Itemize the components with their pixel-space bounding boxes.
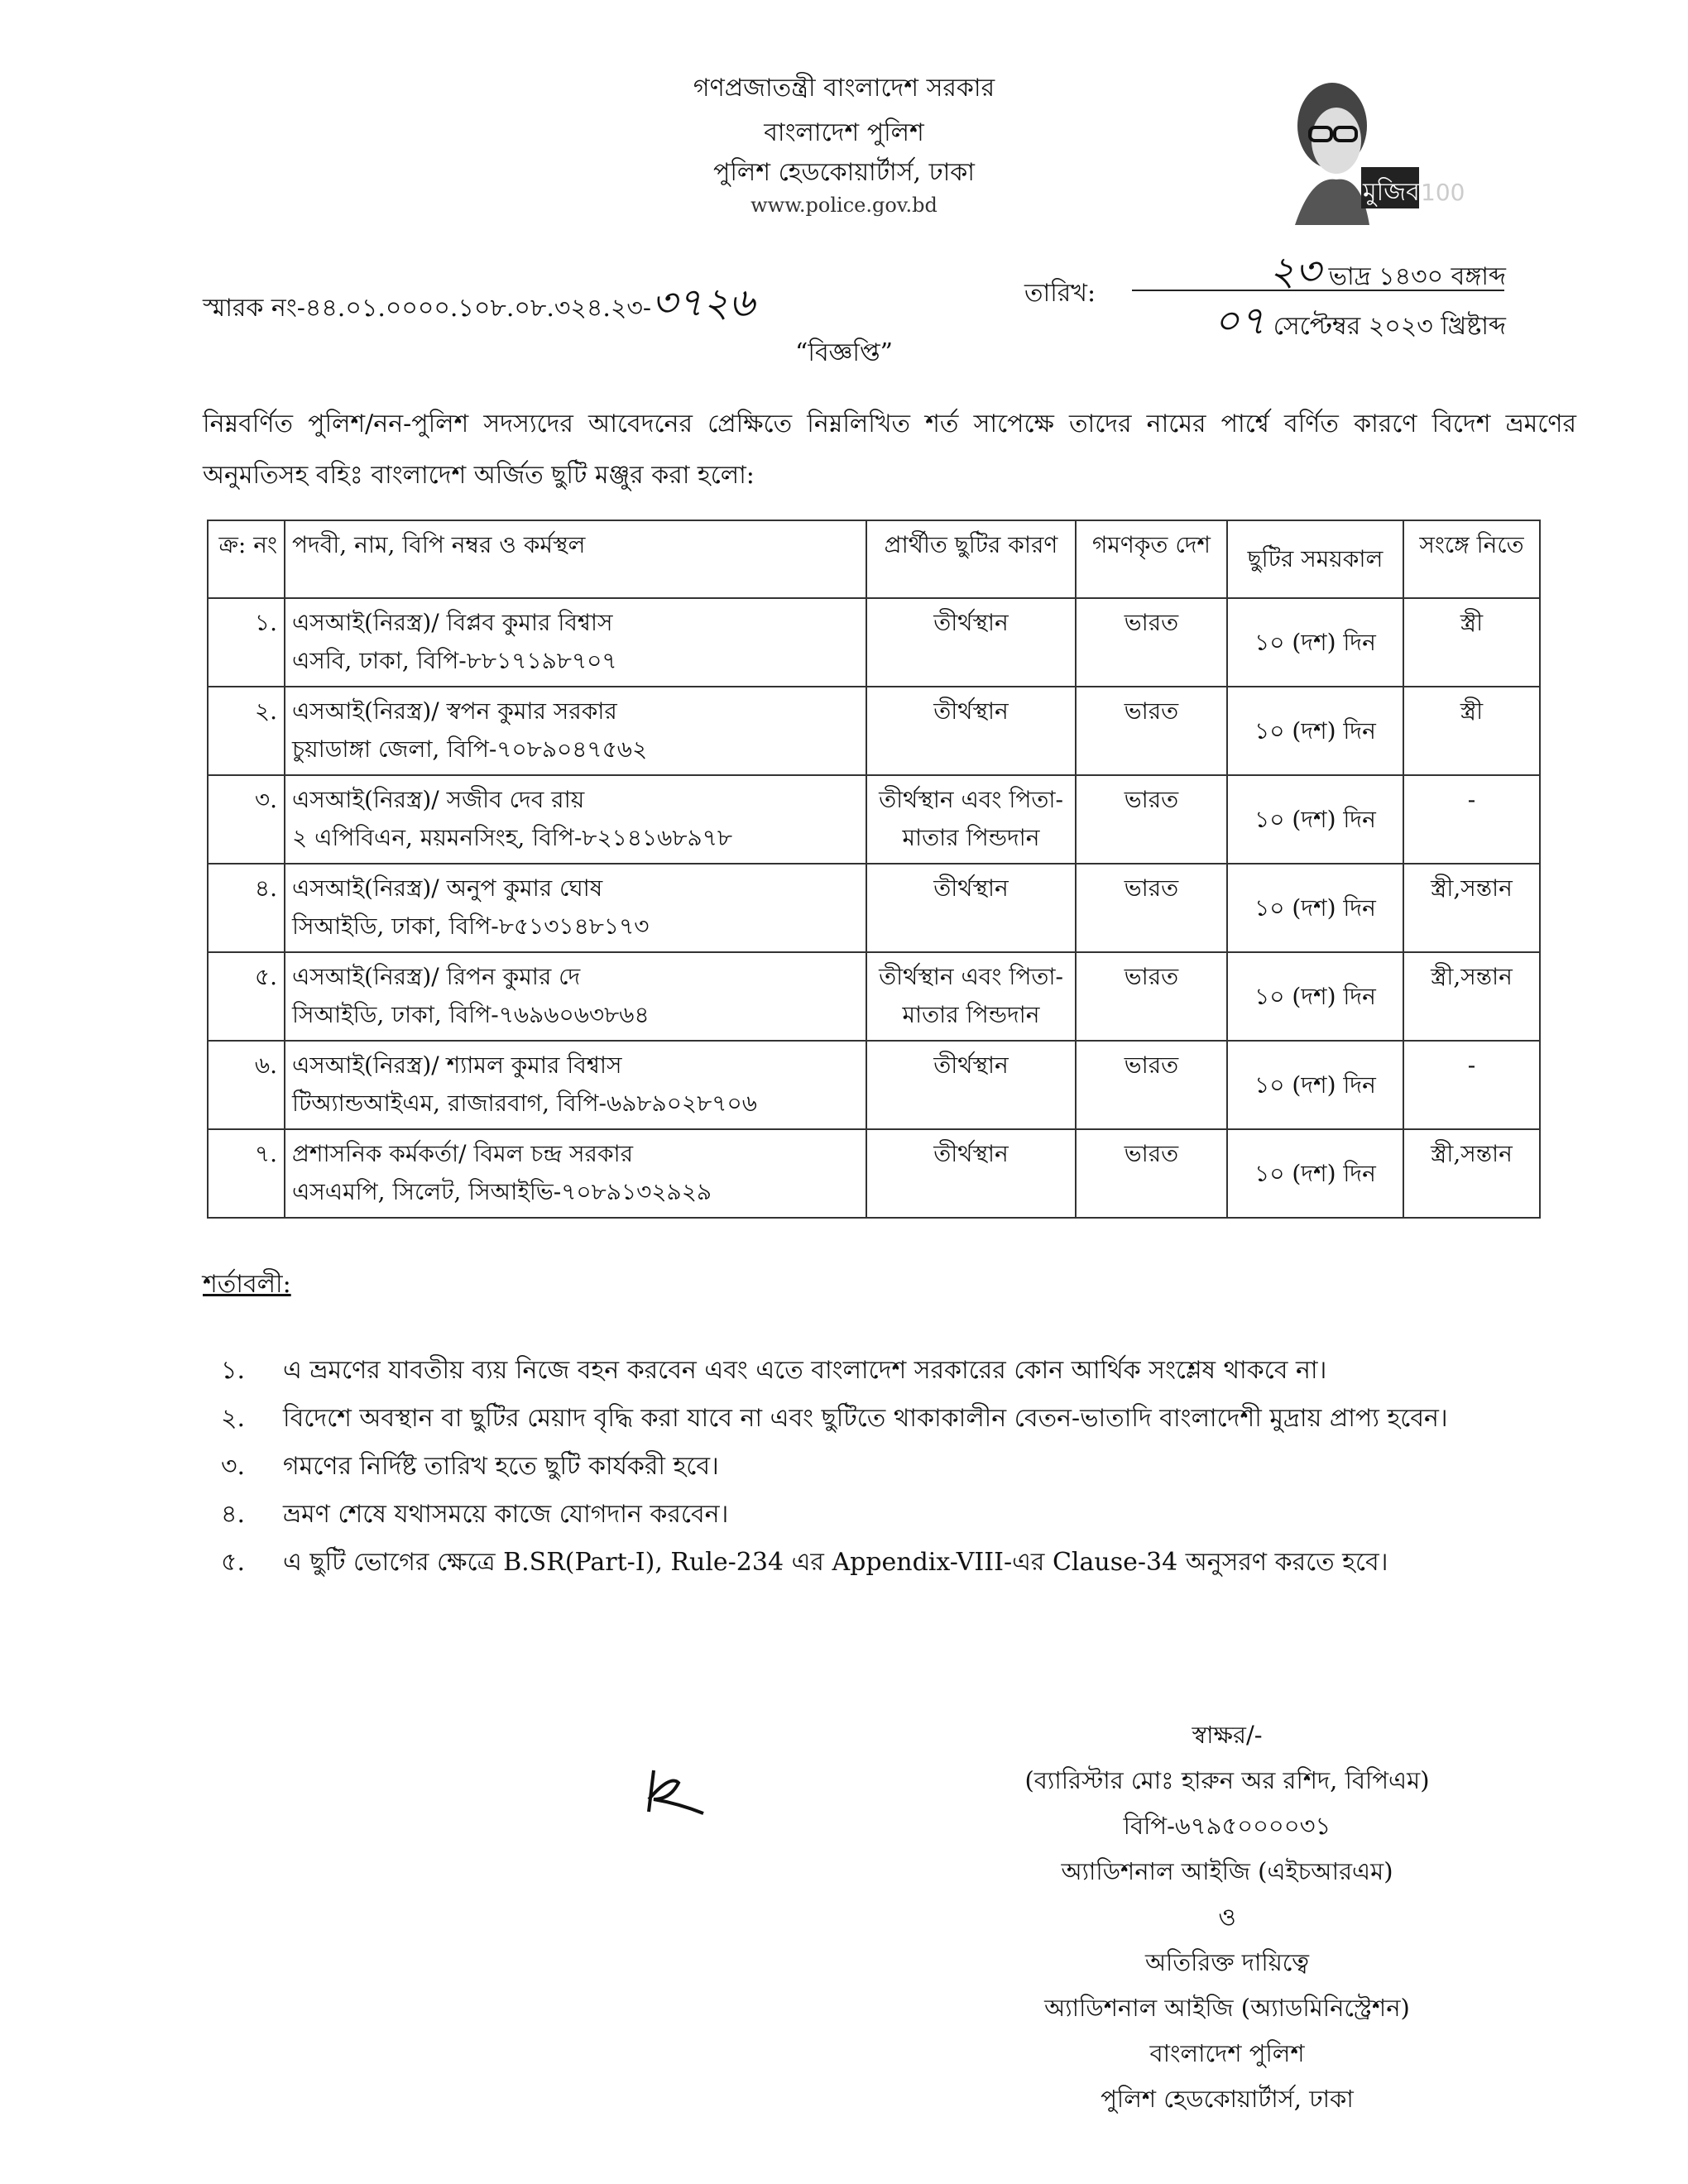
country-cell: ভারত <box>1076 775 1227 864</box>
reason-cell: তীর্থস্থান <box>866 598 1076 687</box>
serial-cell: ৭. <box>208 1129 285 1218</box>
designation-name: এসআই(নিরস্ত্র)/ স্বপন কুমার সরকার <box>292 697 617 725</box>
serial-cell: ৬. <box>208 1041 285 1129</box>
condition-text: এ ছুটি ভোগের ক্ষেত্রে B.SR(Part-I), Rule-234 এর Appendix-VIII-এর Clause-34 অনুসরণ করতে হবে। <box>283 1548 1388 1577</box>
serial-cell: ৫. <box>208 952 285 1041</box>
table-header-row <box>208 520 1540 598</box>
condition-text: ভ্রমণ শেষে যথাসময়ে কাজে যোগদান করবেন। <box>283 1500 729 1529</box>
intro-paragraph: নিম্নবর্ণিত পুলিশ/নন-পুলিশ সদস্যদের আবেদনের প্রেক্ষিতে নিম্নলিখিত শর্ত সাপেক্ষে তাদের নামের পার্শ্বে বর্ণিত কারণে বিদেশ ভ্রমণের অনুমতিসহ বহিঃ বাংলাদেশ অর্জিত ছুটি মঞ্জুর করা হলো: <box>203 410 1576 490</box>
condition-number: ১. <box>221 1356 246 1385</box>
header-country: গমণকৃত দেশ <box>1076 520 1227 598</box>
reason-cell: তীর্থস্থান এবং পিতা-মাতার পিন্ডদান <box>866 952 1076 1041</box>
duration-cell: ১০ (দশ) দিন <box>1227 687 1403 775</box>
unit-bp-number: টিঅ্যান্ডআইএম, রাজারবাগ, বিপি-৬৯৮৯০২৮৭০৬ <box>292 1090 757 1117</box>
header-website: www.police.gov.bd <box>750 194 938 217</box>
condition-text: বিদেশে অবস্থান বা ছুটির মেয়াদ বৃদ্ধি করা যাবে না এবং ছুটিতে থাকাকালীন বেতন-ভাতাদি বাংলাদেশী মুদ্রায় প্রাপ্য হবেন। <box>283 1404 1448 1433</box>
condition-item <box>221 1494 728 1536</box>
header-duration: ছুটির সময়কাল <box>1227 520 1403 598</box>
svg-text:মুজিব: মুজিব <box>1363 178 1420 207</box>
country-cell: ভারত <box>1076 952 1227 1041</box>
svg-text:100: 100 <box>1421 179 1465 206</box>
mujib-centenary-logo <box>1245 76 1518 225</box>
condition-item <box>221 1446 719 1488</box>
companion-cell: স্ত্রী <box>1403 687 1540 775</box>
name-cell <box>285 864 866 952</box>
memo-handwritten-number: ৩৭২৬ <box>651 280 755 326</box>
signature-line: স্বাক্ষর/- <box>1192 1721 1263 1749</box>
signature-line: বাংলাদেশ পুলিশ <box>1149 2039 1305 2067</box>
condition-number: ৪. <box>221 1500 246 1529</box>
header-name: পদবী, নাম, বিপি নম্বর ও কর্মস্থল <box>285 520 866 598</box>
designation-name: এসআই(নিরস্ত্র)/ রিপন কুমার দে <box>292 963 581 990</box>
reason-cell: তীর্থস্থান এবং পিতা-মাতার পিন্ডদান <box>866 775 1076 864</box>
signature-line: (ব্যারিস্টার মোঃ হারুন অর রশিদ, বিপিএম) <box>1024 1766 1430 1794</box>
condition-text: এ ভ্রমণের যাবতীয় ব্যয় নিজে বহন করবেন এবং এতে বাংলাদেশ সরকারের কোন আর্থিক সংশ্লেষ থাকবে না। <box>283 1356 1327 1385</box>
date-english-rest: সেপ্টেম্বর ২০২৩ খ্রিষ্টাব্দ <box>1273 312 1506 341</box>
condition-number: ২. <box>221 1404 246 1433</box>
date-label: তারিখ: <box>1024 279 1096 308</box>
signature-line: অতিরিক্ত দায়িত্বে <box>1144 1948 1310 1976</box>
signature-line: অ্যাডিশনাল আইজি (অ্যাডমিনিস্ট্রেশন) <box>1044 1994 1410 2022</box>
table-row <box>208 775 1540 864</box>
memo-prefix: স্মারক নং-৪৪.০১.০০০০.১০৮.০৮.৩২৪.২৩- <box>203 294 652 323</box>
signature-mark <box>637 1762 720 1823</box>
header-serial: ক্র: নং <box>208 520 285 598</box>
serial-cell: ৩. <box>208 775 285 864</box>
name-cell <box>285 775 866 864</box>
country-cell: ভারত <box>1076 687 1227 775</box>
table-row <box>208 1041 1540 1129</box>
reason-cell: তীর্থস্থান <box>866 687 1076 775</box>
signature-line: অ্যাডিশনাল আইজি (এইচআরএম) <box>1061 1857 1393 1885</box>
unit-bp-number: সিআইডি, ঢাকা, বিপি-৭৬৯৬০৬৩৮৬৪ <box>292 1001 650 1028</box>
notice-title: “বিজ্ঞপ্তি” <box>795 338 893 367</box>
duration-cell: ১০ (দশ) দিন <box>1227 952 1403 1041</box>
country-cell: ভারত <box>1076 1041 1227 1129</box>
table-row <box>208 598 1540 687</box>
name-cell <box>285 1041 866 1129</box>
header-reason: প্রার্থীত ছুটির কারণ <box>866 520 1076 598</box>
signature-line: বিপি-৬৭৯৫০০০০৩১ <box>1123 1812 1331 1840</box>
unit-bp-number: চুয়াডাঙ্গা জেলা, বিপি-৭০৮৯০৪৭৫৬২ <box>292 735 648 763</box>
duration-cell: ১০ (দশ) দিন <box>1227 864 1403 952</box>
unit-bp-number: এসএমপি, সিলেট, সিআইভি-৭০৮৯১৩২৯২৯ <box>292 1178 712 1205</box>
condition-item <box>221 1542 1388 1584</box>
companion-cell: স্ত্রী,সন্তান <box>1403 952 1540 1041</box>
serial-cell: ৪. <box>208 864 285 952</box>
date-bangla-day: ২৩ <box>1268 248 1321 295</box>
condition-number: ৩. <box>221 1452 246 1481</box>
companion-cell: স্ত্রী,সন্তান <box>1403 864 1540 952</box>
unit-bp-number: এসবি, ঢাকা, বিপি-৮৮১৭১৯৮৭০৭ <box>292 647 617 674</box>
unit-bp-number: সিআইডি, ঢাকা, বিপি-৮৫১৩১৪৮১৭৩ <box>292 912 650 940</box>
date-english-day: ০৭ <box>1213 298 1266 344</box>
designation-name: এসআই(নিরস্ত্র)/ শ্যামল কুমার বিশ্বাস <box>292 1051 622 1079</box>
table-row <box>208 1129 1540 1218</box>
serial-cell: ২. <box>208 687 285 775</box>
duration-cell: ১০ (দশ) দিন <box>1227 598 1403 687</box>
signature-line: পুলিশ হেডকোয়ার্টার্স, ঢাকা <box>1101 2085 1354 2113</box>
signature-line: ও <box>1218 1903 1236 1931</box>
designation-name: এসআই(নিরস্ত্র)/ সজীব দেব রায় <box>292 786 585 813</box>
name-cell <box>285 1129 866 1218</box>
condition-number: ৫. <box>221 1548 246 1577</box>
companion-cell: স্ত্রী <box>1403 598 1540 687</box>
companion-cell: স্ত্রী,সন্তান <box>1403 1129 1540 1218</box>
name-cell <box>285 687 866 775</box>
condition-text: গমণের নির্দিষ্ট তারিখ হতে ছুটি কার্যকরী হবে। <box>283 1452 719 1481</box>
reason-cell: তীর্থস্থান <box>866 864 1076 952</box>
leave-table <box>207 520 1541 1219</box>
table-row <box>208 864 1540 952</box>
duration-cell: ১০ (দশ) দিন <box>1227 775 1403 864</box>
reason-cell: তীর্থস্থান <box>866 1129 1076 1218</box>
companion-cell: - <box>1403 1041 1540 1129</box>
name-cell <box>285 952 866 1041</box>
table-row <box>208 687 1540 775</box>
table-row <box>208 952 1540 1041</box>
country-cell: ভারত <box>1076 864 1227 952</box>
header-government: গণপ্রজাতন্ত্রী বাংলাদেশ সরকার <box>693 74 995 103</box>
duration-cell: ১০ (দশ) দিন <box>1227 1129 1403 1218</box>
memo-number <box>203 273 755 338</box>
date-bangla-rest: ভাদ্র ১৪৩০ বঙ্গাব্দ <box>1328 262 1506 291</box>
header-police: বাংলাদেশ পুলিশ <box>764 118 924 147</box>
companion-cell: - <box>1403 775 1540 864</box>
reason-cell: তীর্থস্থান <box>866 1041 1076 1129</box>
condition-item <box>221 1398 1448 1440</box>
condition-item <box>221 1350 1326 1392</box>
header-companion: সংঙ্গে নিতে <box>1403 520 1540 598</box>
designation-name: এসআই(নিরস্ত্র)/ অনুপ কুমার ঘোষ <box>292 874 603 902</box>
duration-cell: ১০ (দশ) দিন <box>1227 1041 1403 1129</box>
country-cell: ভারত <box>1076 1129 1227 1218</box>
header-hq: পুলিশ হেডকোয়ার্টার্স, ঢাকা <box>712 158 975 187</box>
name-cell <box>285 598 866 687</box>
conditions-title: শর্তাবলী: <box>203 1270 291 1299</box>
designation-name: এসআই(নিরস্ত্র)/ বিপ্লব কুমার বিশ্বাস <box>292 609 613 636</box>
designation-name: প্রশাসনিক কর্মকর্তা/ বিমল চন্দ্র সরকার <box>292 1140 634 1167</box>
country-cell: ভারত <box>1076 598 1227 687</box>
unit-bp-number: ২ এপিবিএন, ময়মনসিংহ, বিপি-৮২১৪১৬৮৯৭৮ <box>292 824 733 851</box>
serial-cell: ১. <box>208 598 285 687</box>
